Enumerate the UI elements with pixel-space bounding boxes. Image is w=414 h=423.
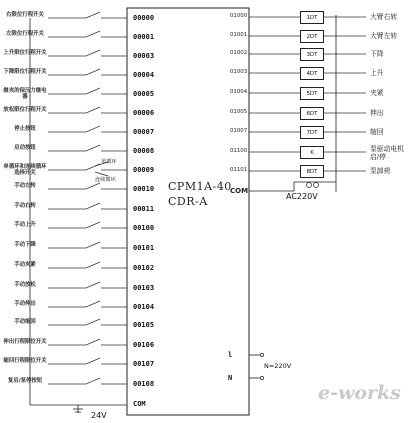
selector-single-label: 单循环 <box>101 159 117 165</box>
power-n-label: N <box>228 374 233 382</box>
input-device-label: 手动右转 <box>14 203 36 209</box>
input-device-label: 伸出行程限位开关 <box>3 339 47 345</box>
input-pin-label: 00004 <box>133 71 155 79</box>
output-coil: 2DT <box>300 30 324 43</box>
input-pin-label: 00106 <box>133 341 155 349</box>
selector-continuous-label: 连续循环 <box>95 177 116 183</box>
output-function-label: 泵驱动电机启/停 <box>370 145 404 161</box>
plc-model-line1: CPM1A-40 <box>168 180 232 193</box>
output-supply-label: AC220V <box>286 192 318 201</box>
output-coil: 5DT <box>300 87 324 100</box>
output-function-label: 大臂左转 <box>370 32 398 40</box>
input-device-label: 单循环和连续循环选择开关 <box>3 164 47 176</box>
output-function-label: 夹紧 <box>370 89 384 97</box>
input-device-label: 手动夹紧 <box>14 262 36 268</box>
output-coil: 3DT <box>300 48 324 61</box>
input-pin-label: 00105 <box>133 321 155 329</box>
output-function-label: 泵卸荷 <box>370 167 391 175</box>
output-pin-label: 01003 <box>230 69 248 75</box>
output-function-label: 大臂右转 <box>370 13 398 21</box>
input-pin-label: 00108 <box>133 380 155 388</box>
input-device-label: 右限位行程开关 <box>6 12 44 18</box>
output-coil: K <box>300 146 324 159</box>
output-pin-label: 01100 <box>230 148 248 154</box>
output-pin-label: 01004 <box>230 89 248 95</box>
input-pin-label: 00100 <box>133 224 155 232</box>
output-function-label: 伸出 <box>370 109 384 117</box>
output-pin-label: 01101 <box>230 167 248 173</box>
input-pin-label: 00101 <box>133 244 155 252</box>
output-pin-label: 01007 <box>230 128 248 134</box>
input-pin-label: 00104 <box>133 303 155 311</box>
input-pin-label: 00102 <box>133 264 155 272</box>
power-l-label: l <box>228 351 233 359</box>
output-pin-label: 01001 <box>230 32 248 38</box>
input-device-label: 手动下降 <box>14 242 36 248</box>
output-pin-label: 01005 <box>230 109 248 115</box>
output-pin-label: 01002 <box>230 50 248 56</box>
input-pin-label: 00007 <box>133 128 155 136</box>
e-works-logo-text: e-works <box>318 382 401 404</box>
input-device-label: 复启/泵停按钮 <box>7 378 43 384</box>
input-device-label: 上升限位行程开关 <box>3 50 47 56</box>
plc-model-line2: CDR-A <box>168 195 208 208</box>
input-pin-label: 00008 <box>133 147 155 155</box>
input-device-label: 放松限位行程开关 <box>3 107 47 113</box>
power-voltage-label: N=220V <box>264 362 292 370</box>
input-com-label: COM <box>133 400 146 408</box>
output-com-label: COM <box>230 187 249 195</box>
output-function-label: 缩回 <box>370 128 384 136</box>
input-device-label: 手动放松 <box>14 282 36 288</box>
input-device-label: 手动缩回 <box>14 319 36 325</box>
input-pin-label: 00103 <box>133 284 155 292</box>
input-device-label: 手动左转 <box>14 183 36 189</box>
output-coil: 6DT <box>300 107 324 120</box>
output-function-label: 上升 <box>370 69 384 77</box>
input-pin-label: 00107 <box>133 360 155 368</box>
input-pin-label: 00003 <box>133 52 155 60</box>
input-device-label: 启动按钮 <box>14 145 36 151</box>
output-coil: 1DT <box>300 11 324 24</box>
e-works-logo <box>318 382 401 404</box>
input-pin-label: 00000 <box>133 14 155 22</box>
input-pin-label: 00010 <box>133 185 155 193</box>
input-device-label: 继夹的保压力继电器 <box>3 88 47 100</box>
output-coil: 4DT <box>300 67 324 80</box>
output-pin-label: 01000 <box>230 13 248 19</box>
input-pin-label: 00005 <box>133 90 155 98</box>
input-device-label: 缩回行程限位开关 <box>3 358 47 364</box>
input-pin-label: 00001 <box>133 33 155 41</box>
input-pin-label: 00009 <box>133 166 155 174</box>
input-device-label: 下降限位行程开关 <box>3 69 47 75</box>
input-pin-label: 00011 <box>133 205 155 213</box>
input-device-label: 手动上升 <box>14 222 36 228</box>
input-pin-label: 00006 <box>133 109 155 117</box>
input-device-label: 左限位行程开关 <box>6 31 44 37</box>
input-supply-label: 24V <box>91 411 107 420</box>
input-device-label: 停止按钮 <box>14 126 36 132</box>
output-coil: 7DT <box>300 126 324 139</box>
output-function-label: 下降 <box>370 50 384 58</box>
input-device-label: 手动伸出 <box>14 301 36 307</box>
output-coil: 8DT <box>300 165 324 178</box>
